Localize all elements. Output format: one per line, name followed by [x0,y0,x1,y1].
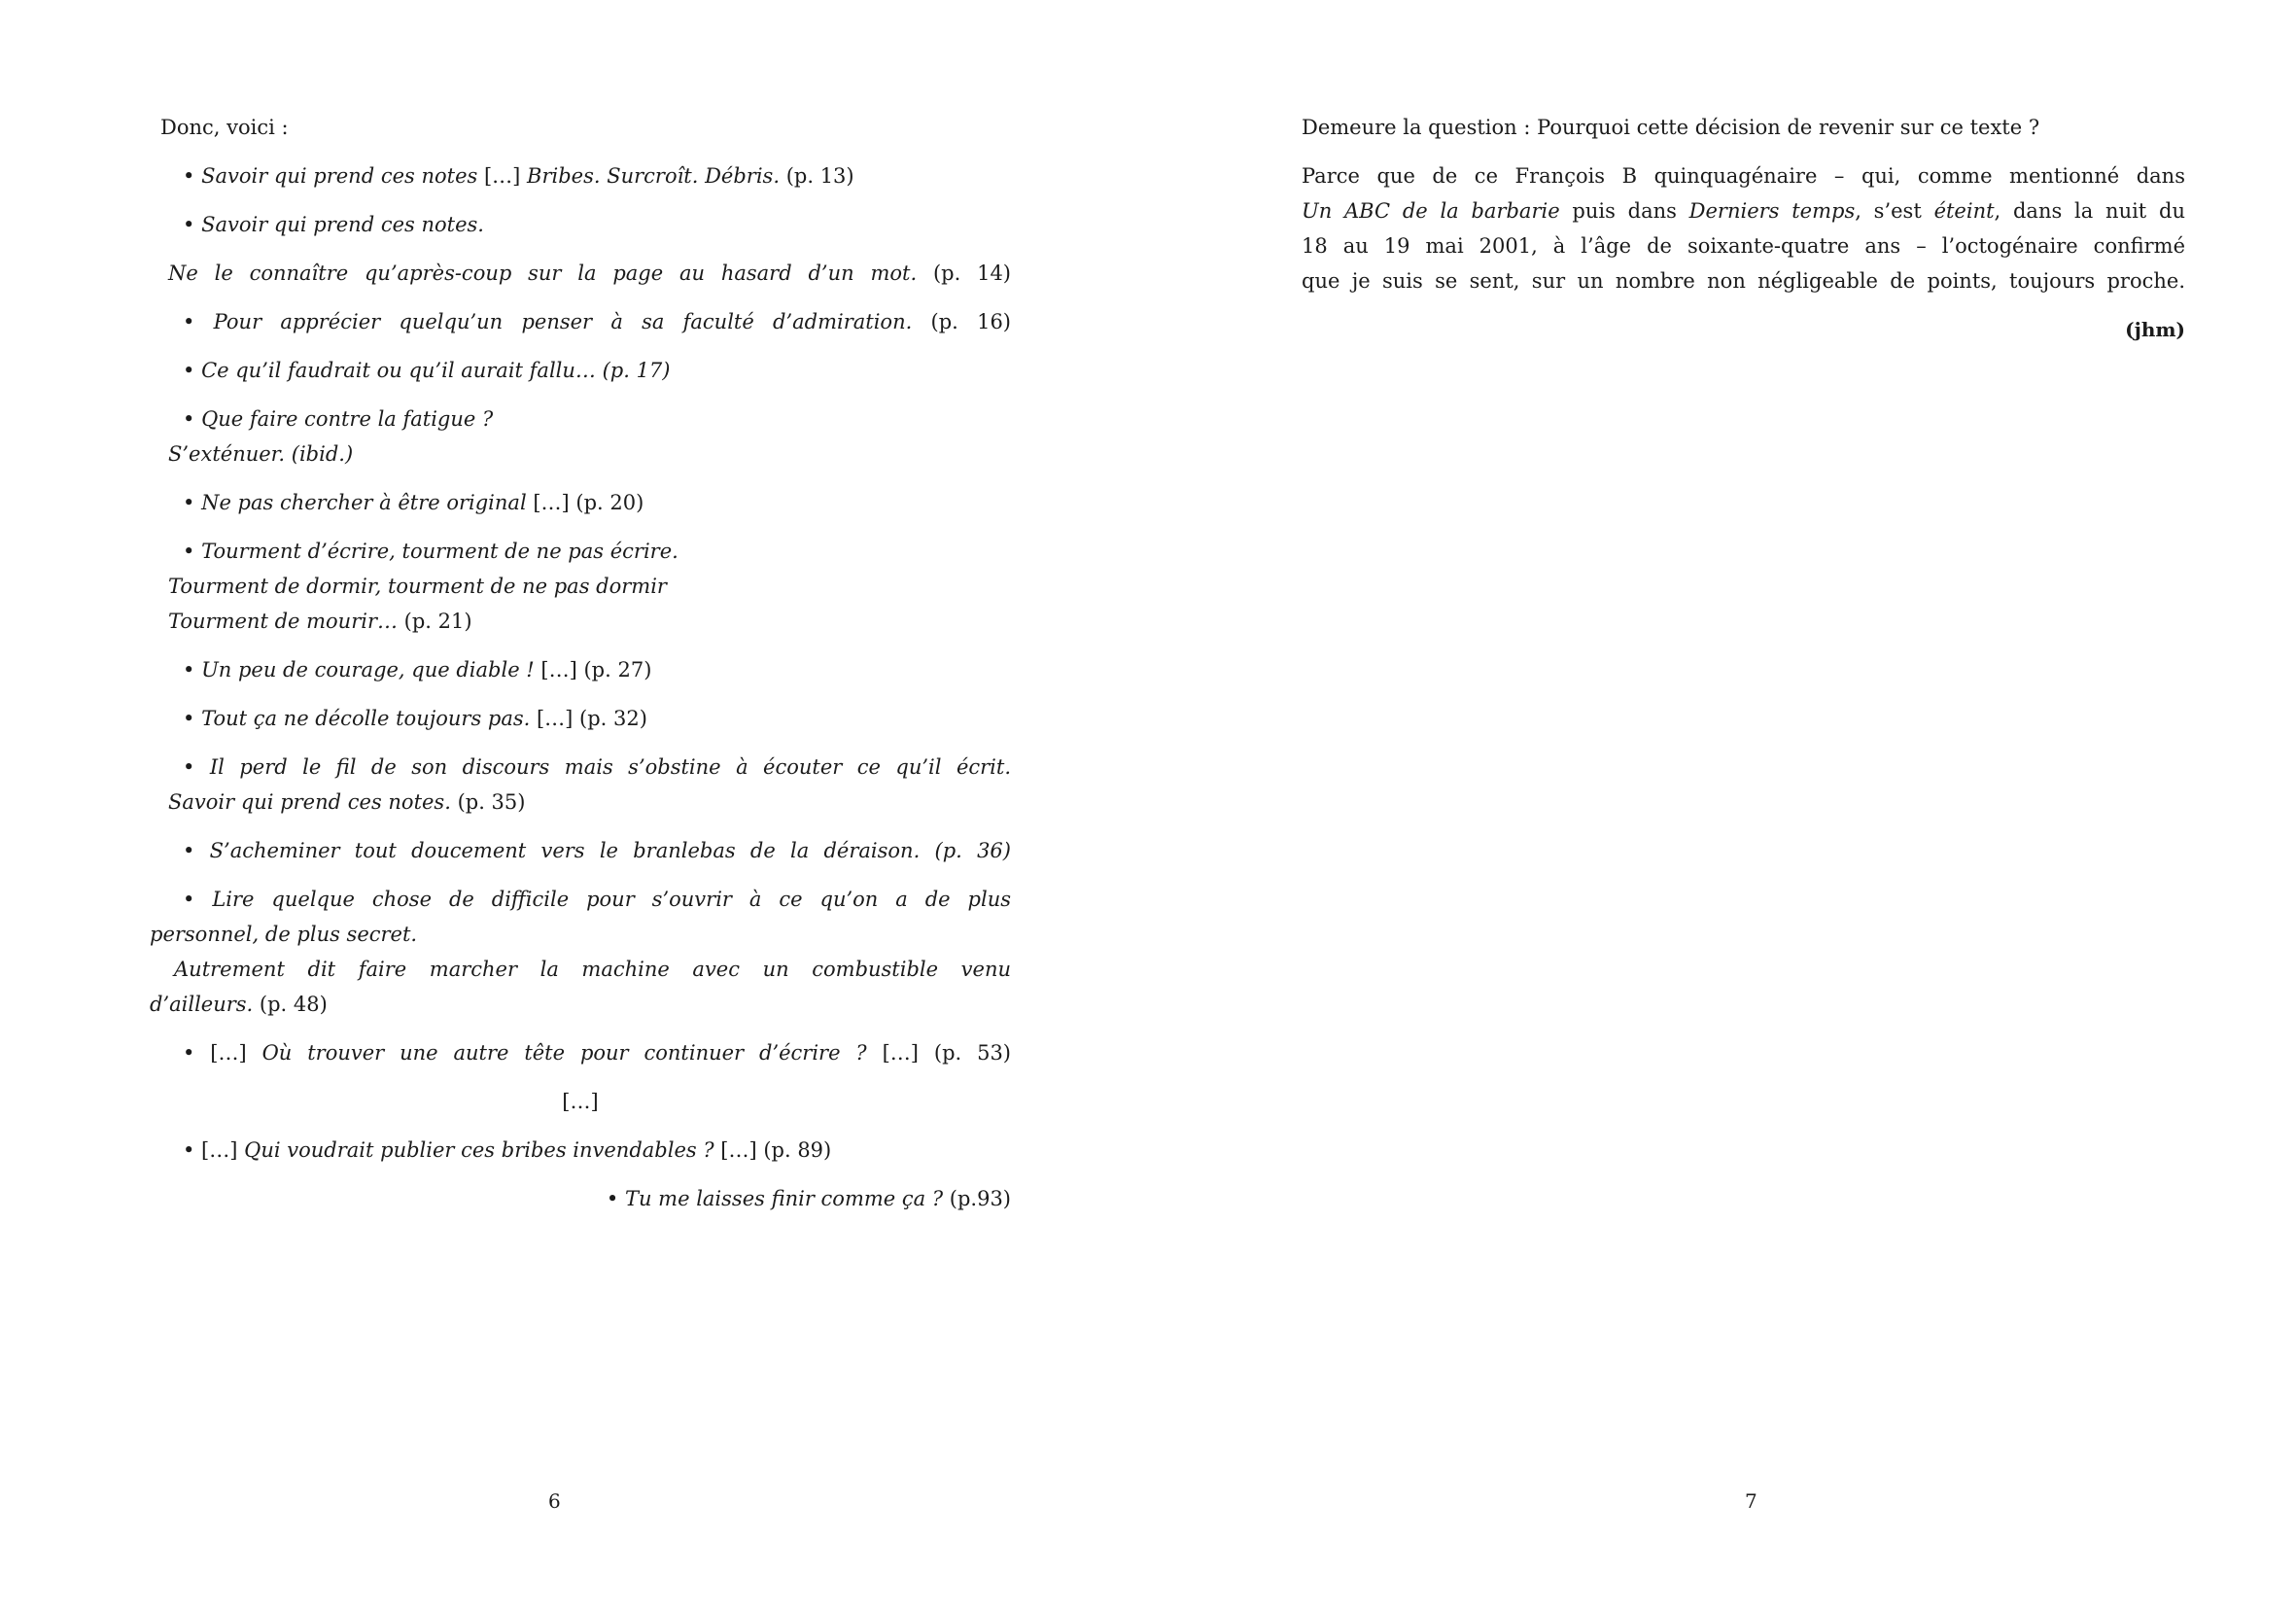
text-line [150,534,1011,569]
body-text: (p. 21) [403,610,472,633]
body-text: (p. 35) [457,790,526,814]
quoted-text: Tourment de mourir… [168,610,404,633]
text-line [150,1035,1011,1070]
body-text: (jhm) [2125,318,2185,341]
body-text: • [183,755,210,779]
quoted-text: Où trouver une autre tête pour continuer d’écrire ? [261,1041,883,1065]
text-line [1302,228,2185,263]
quoted-text: Savoir qui prend ces notes. [168,790,458,814]
quoted-text: Ce qu’il faudrait ou qu’il aurait fallu… (p. 17) [201,359,671,382]
text-line [150,1133,1011,1168]
quoted-text: personnel, de plus secret. [150,923,418,946]
quoted-text: Ne pas chercher à être original [201,491,534,514]
body-text: puis dans [1559,199,1689,223]
body-text: Parce que de ce François B quinquagénaire – qui, comme mentionné dans [1302,164,2185,188]
text-line [1302,263,2185,298]
text-line [150,1181,1011,1216]
text-line [150,987,1011,1022]
text-line [150,353,1011,388]
text-line [150,437,1011,472]
quoted-text: Lire quelque chose de difficile pour s’ouvrir à ce qu’on a de plus [212,888,1012,911]
text-line [150,750,1011,785]
text-line [150,256,1011,291]
quoted-text: Pour apprécier quelqu’un penser à sa faculté d’admiration. [213,310,931,333]
body-text: • [606,1187,625,1210]
text-line [150,207,1011,242]
quoted-text: Que faire contre la fatigue ? [201,407,494,431]
quoted-text: Tu me laisses finir comme ça ? [624,1187,950,1210]
body-text: • […] [183,1041,262,1065]
body-text: […] (p. 89) [720,1138,832,1162]
body-text: , dans la nuit du [1994,199,2185,223]
quoted-text: Tourment d’écrire, tourment de ne pas écrire. [201,540,678,563]
quoted-text: éteint [1933,199,1995,223]
body-text: • [183,707,202,730]
body-text: • [183,213,202,236]
text-line [150,402,1011,437]
right-page-text [1302,110,2185,347]
body-text: […] [562,1090,599,1113]
quoted-text: d’ailleurs. [150,993,260,1016]
body-text: • […] [183,1138,245,1162]
text-line [150,833,1011,868]
body-text: que je suis se sent, sur un nombre non négligeable de points, toujours proche. [1302,269,2185,293]
quoted-text: Qui voudrait publier ces bribes invendables ? [244,1138,721,1162]
quoted-text: S’exténuer. (ibid.) [168,442,354,466]
body-text: Demeure la question : Pourquoi cette décision de revenir sur ce texte ? [1302,116,2040,139]
body-text: , s’est [1855,199,1934,223]
body-text: • [183,839,210,862]
body-text: • [183,407,202,431]
quoted-text: Tout ça ne décolle toujours pas. [201,707,537,730]
body-text: • [183,540,202,563]
text-line [1302,193,2185,228]
left-page-number: 6 [548,1489,561,1513]
body-text: • [183,658,202,681]
body-text: […] [483,164,528,188]
quoted-text: Ne le connaître qu’après-coup sur la page au hasard d’un mot. [168,262,933,285]
intro-line [150,110,1011,145]
body-text: (p. 13) [785,164,854,188]
question-line [1302,110,2185,145]
text-line [150,485,1011,520]
text-line [150,952,1011,987]
body-text: (p.93) [949,1187,1011,1210]
body-text: […] (p. 32) [536,707,647,730]
body-text: • [183,164,202,188]
body-text: (p. 48) [259,993,328,1016]
quoted-text: Savoir qui prend ces notes. [201,213,484,236]
ellipsis-separator [150,1084,1011,1119]
body-text: 18 au 19 mai 2001, à l’âge de soixante-quatre ans – l’octogénaire confirmé [1302,234,2185,258]
quoted-text: Derniers temps [1688,199,1856,223]
body-text: Donc, voici : [160,116,289,139]
text-line [150,158,1011,193]
quoted-text: Bribes. Surcroît. Débris. [527,164,786,188]
text-line [150,917,1011,952]
body-text: […] (p. 27) [540,658,652,681]
quoted-text: Autrement dit faire marcher la machine avec un combustible venu [174,958,1011,981]
quoted-text: Un peu de courage, que diable ! [201,658,541,681]
initials-signature [1302,312,2185,347]
text-line [150,604,1011,639]
text-line [150,785,1011,820]
body-text: • [183,888,213,911]
quoted-text: Savoir qui prend ces notes [201,164,484,188]
text-line [150,701,1011,736]
body-text: […] (p. 53) [882,1041,1012,1065]
body-text: (p. 16) [930,310,1011,333]
body-text: […] (p. 20) [533,491,644,514]
body-text: • [183,359,202,382]
right-page-number: 7 [1745,1489,1757,1513]
body-text: • [183,310,214,333]
text-line [150,304,1011,339]
quoted-text: Un ABC de la barbarie [1302,199,1560,223]
text-line [150,882,1011,917]
text-line [150,569,1011,604]
quoted-text: S’acheminer tout doucement vers le branlebas de la déraison. (p. 36) [209,839,1011,862]
body-text: • [183,491,202,514]
quoted-text: Tourment de dormir, tourment de ne pas dormir [168,575,667,598]
text-line [150,652,1011,687]
quoted-text: Il perd le fil de son discours mais s’obstine à écouter ce qu’il écrit. [209,755,1012,779]
left-page-text [150,110,1011,1216]
body-text: (p. 14) [932,262,1011,285]
text-line [1302,158,2185,193]
